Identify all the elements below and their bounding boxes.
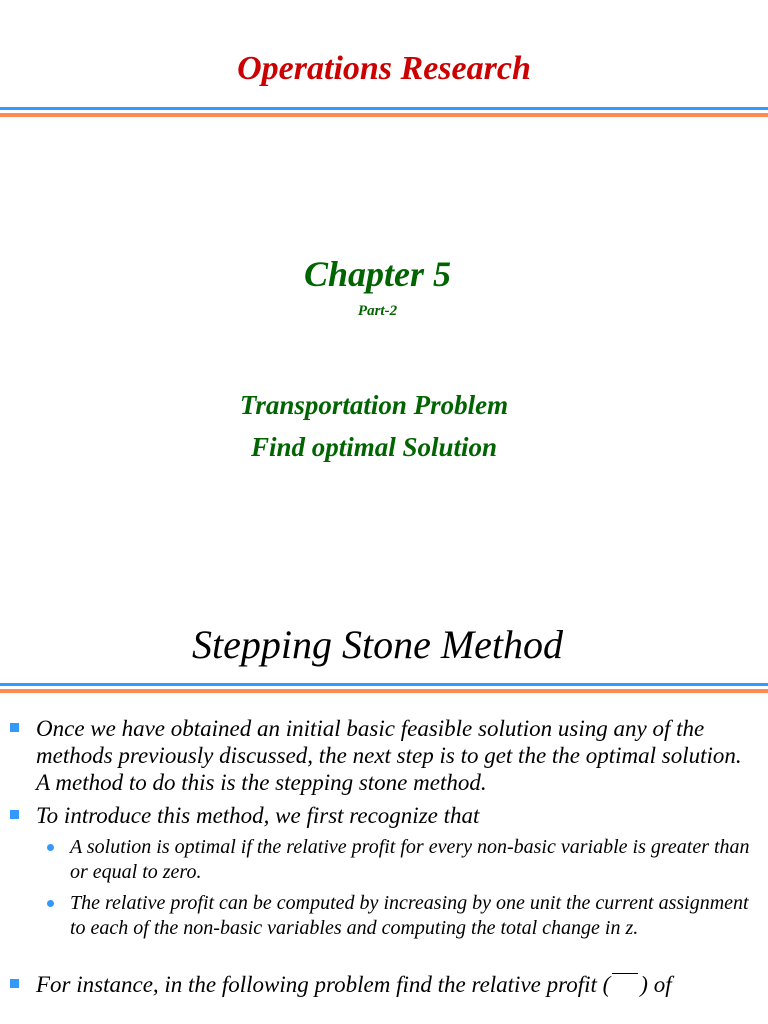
list-item	[0, 715, 768, 796]
bullet-text: For instance, in the following problem find the relative profit (	[36, 972, 611, 997]
content-slide	[0, 565, 768, 1024]
bullet-text: To introduce this method, we first recognize that	[36, 803, 480, 828]
bullet-text: Once we have obtained an initial basic feasible solution using any of the methods previously discussed, the next step is to get the the optimal solution. A method to do this is the stepping stone method.	[36, 716, 742, 795]
subtitle-line-2: Find optimal Solution	[250, 432, 498, 462]
part-label: Part-2	[357, 303, 398, 319]
sub-bullet-text: The relative profit can be computed by increasing by one unit the current assignment to each of the non-basic variables and computing the total change in z.	[70, 892, 749, 939]
relative-profit-symbol-icon	[612, 973, 638, 1001]
sub-list-item	[0, 835, 768, 885]
sub-list-item	[0, 891, 768, 941]
square-bullet-icon	[10, 979, 19, 988]
list-item	[0, 971, 768, 1001]
title-divider	[0, 683, 768, 693]
divider-orange-line	[0, 689, 768, 693]
square-bullet-icon	[10, 810, 19, 819]
slide-title: Stepping Stone Method	[191, 622, 564, 667]
round-bullet-icon	[47, 844, 54, 851]
list-item	[0, 802, 768, 829]
title-divider	[0, 107, 768, 117]
slide-title: Operations Research	[237, 50, 531, 87]
sub-bullet-text: A solution is optimal if the relative profit for every non-basic variable is greater than or equal to zero.	[70, 836, 750, 883]
bullet-list	[0, 715, 768, 1001]
square-bullet-icon	[10, 723, 19, 732]
divider-orange-line	[0, 113, 768, 117]
round-bullet-icon	[47, 900, 54, 907]
chapter-heading: Chapter 5	[303, 254, 452, 294]
subtitle-line-1: Transportation Problem	[239, 390, 509, 420]
bullet-text: ) of	[640, 972, 672, 997]
